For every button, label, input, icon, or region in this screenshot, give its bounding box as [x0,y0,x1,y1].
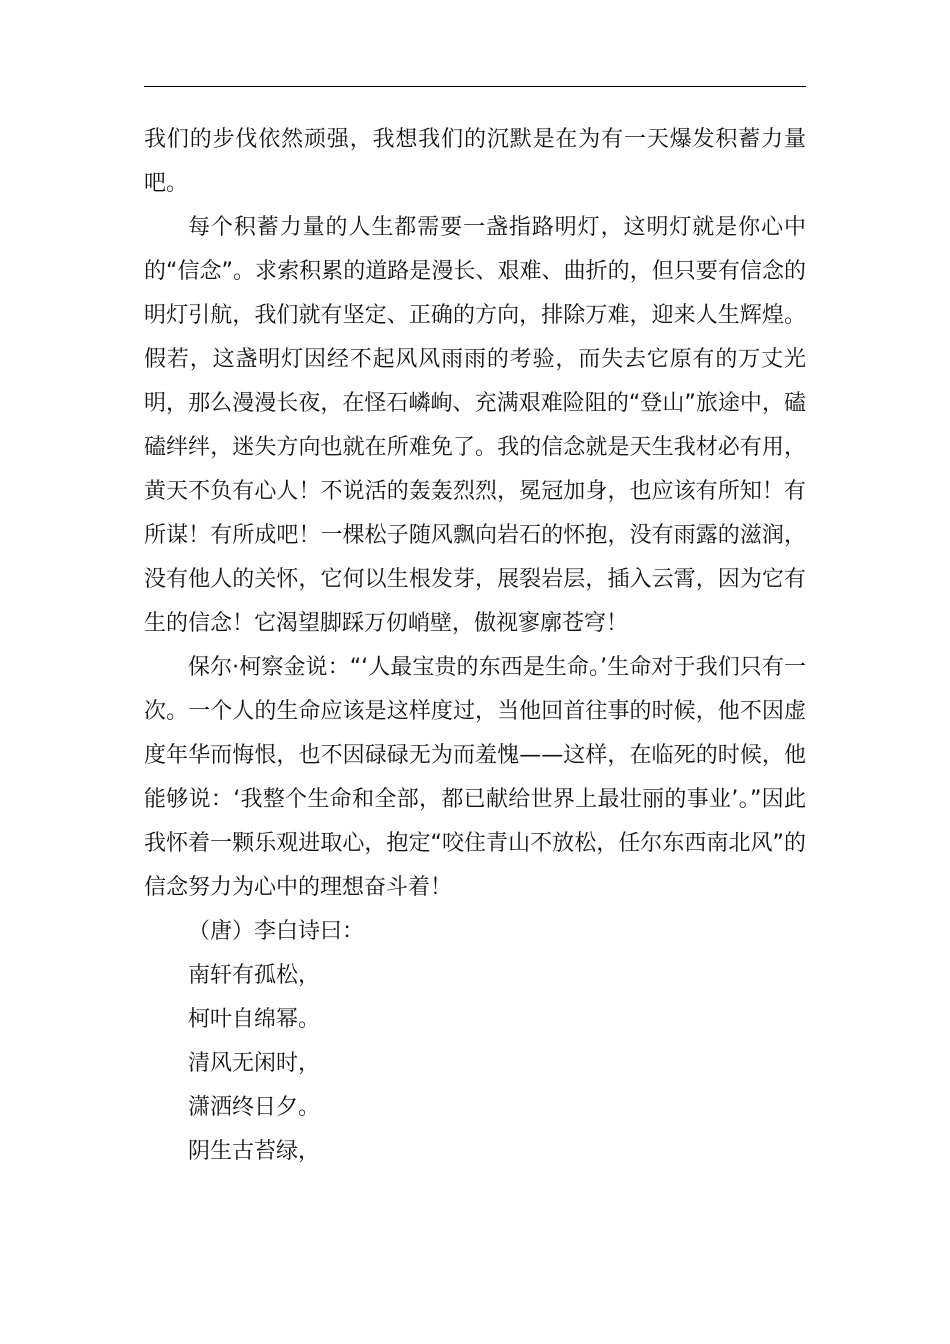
poem-line: 阴生古苔绿， [188,1139,321,1164]
poem-line: 柯叶自绵幂。 [188,1007,321,1032]
poem-line: 潇洒终日夕。 [188,1095,321,1120]
poem-line: 南轩有孤松， [188,963,321,988]
paragraph-quote: 保尔·柯察金说：“‘人最宝贵的东西是生命。’生命对于我们只有一次。一个人的生命应该是这样度过，当他回首往事的时候，他不因虚度年华而悔恨，也不因碌碌无为而羞愧——这样，在临死的时候，他能够说：‘我整个生命和全部，都已献给世界上最壮丽的事业’。”因此我怀着一颗乐观进取心，抱定“咬住青山不放松，任尔东西南北风”的信念努力为心中的理想奋斗着！ [144,655,806,900]
header-rule [144,86,806,87]
poem-intro: （唐）李白诗曰： [188,919,365,944]
poem-line: 清风无闲时， [188,1051,321,1076]
body-text [144,118,806,1174]
paragraph-continuation: 我们的步伐依然顽强，我想我们的沉默是在为有一天爆发积蓄力量吧。 [144,127,806,196]
paragraph-belief: 每个积蓄力量的人生都需要一盏指路明灯，这明灯就是你心中的“信念”。求索积累的道路是漫长、艰难、曲折的，但只要有信念的明灯引航，我们就有坚定、正确的方向，排除万难，迎来人生辉煌。假若，这盏明灯因经不起风风雨雨的考验，而失去它原有的万丈光明，那么漫漫长夜，在怪石嶙峋、充满艰难险阻的“登山”旅途中，磕磕绊绊，迷失方向也就在所难免了。我的信念就是天生我材必有用，黄天不负有心人！不说活的轰轰烈烈，冕冠加身，也应该有所知！有所谋！有所成吧！一棵松子随风飘向岩石的怀抱，没有雨露的滋润，没有他人的关怀，它何以生根发芽，展裂岩层，插入云霄，因为它有生的信念！它渴望脚踩万仞峭壁，傲视寥廓苍穹！ [144,215,806,636]
